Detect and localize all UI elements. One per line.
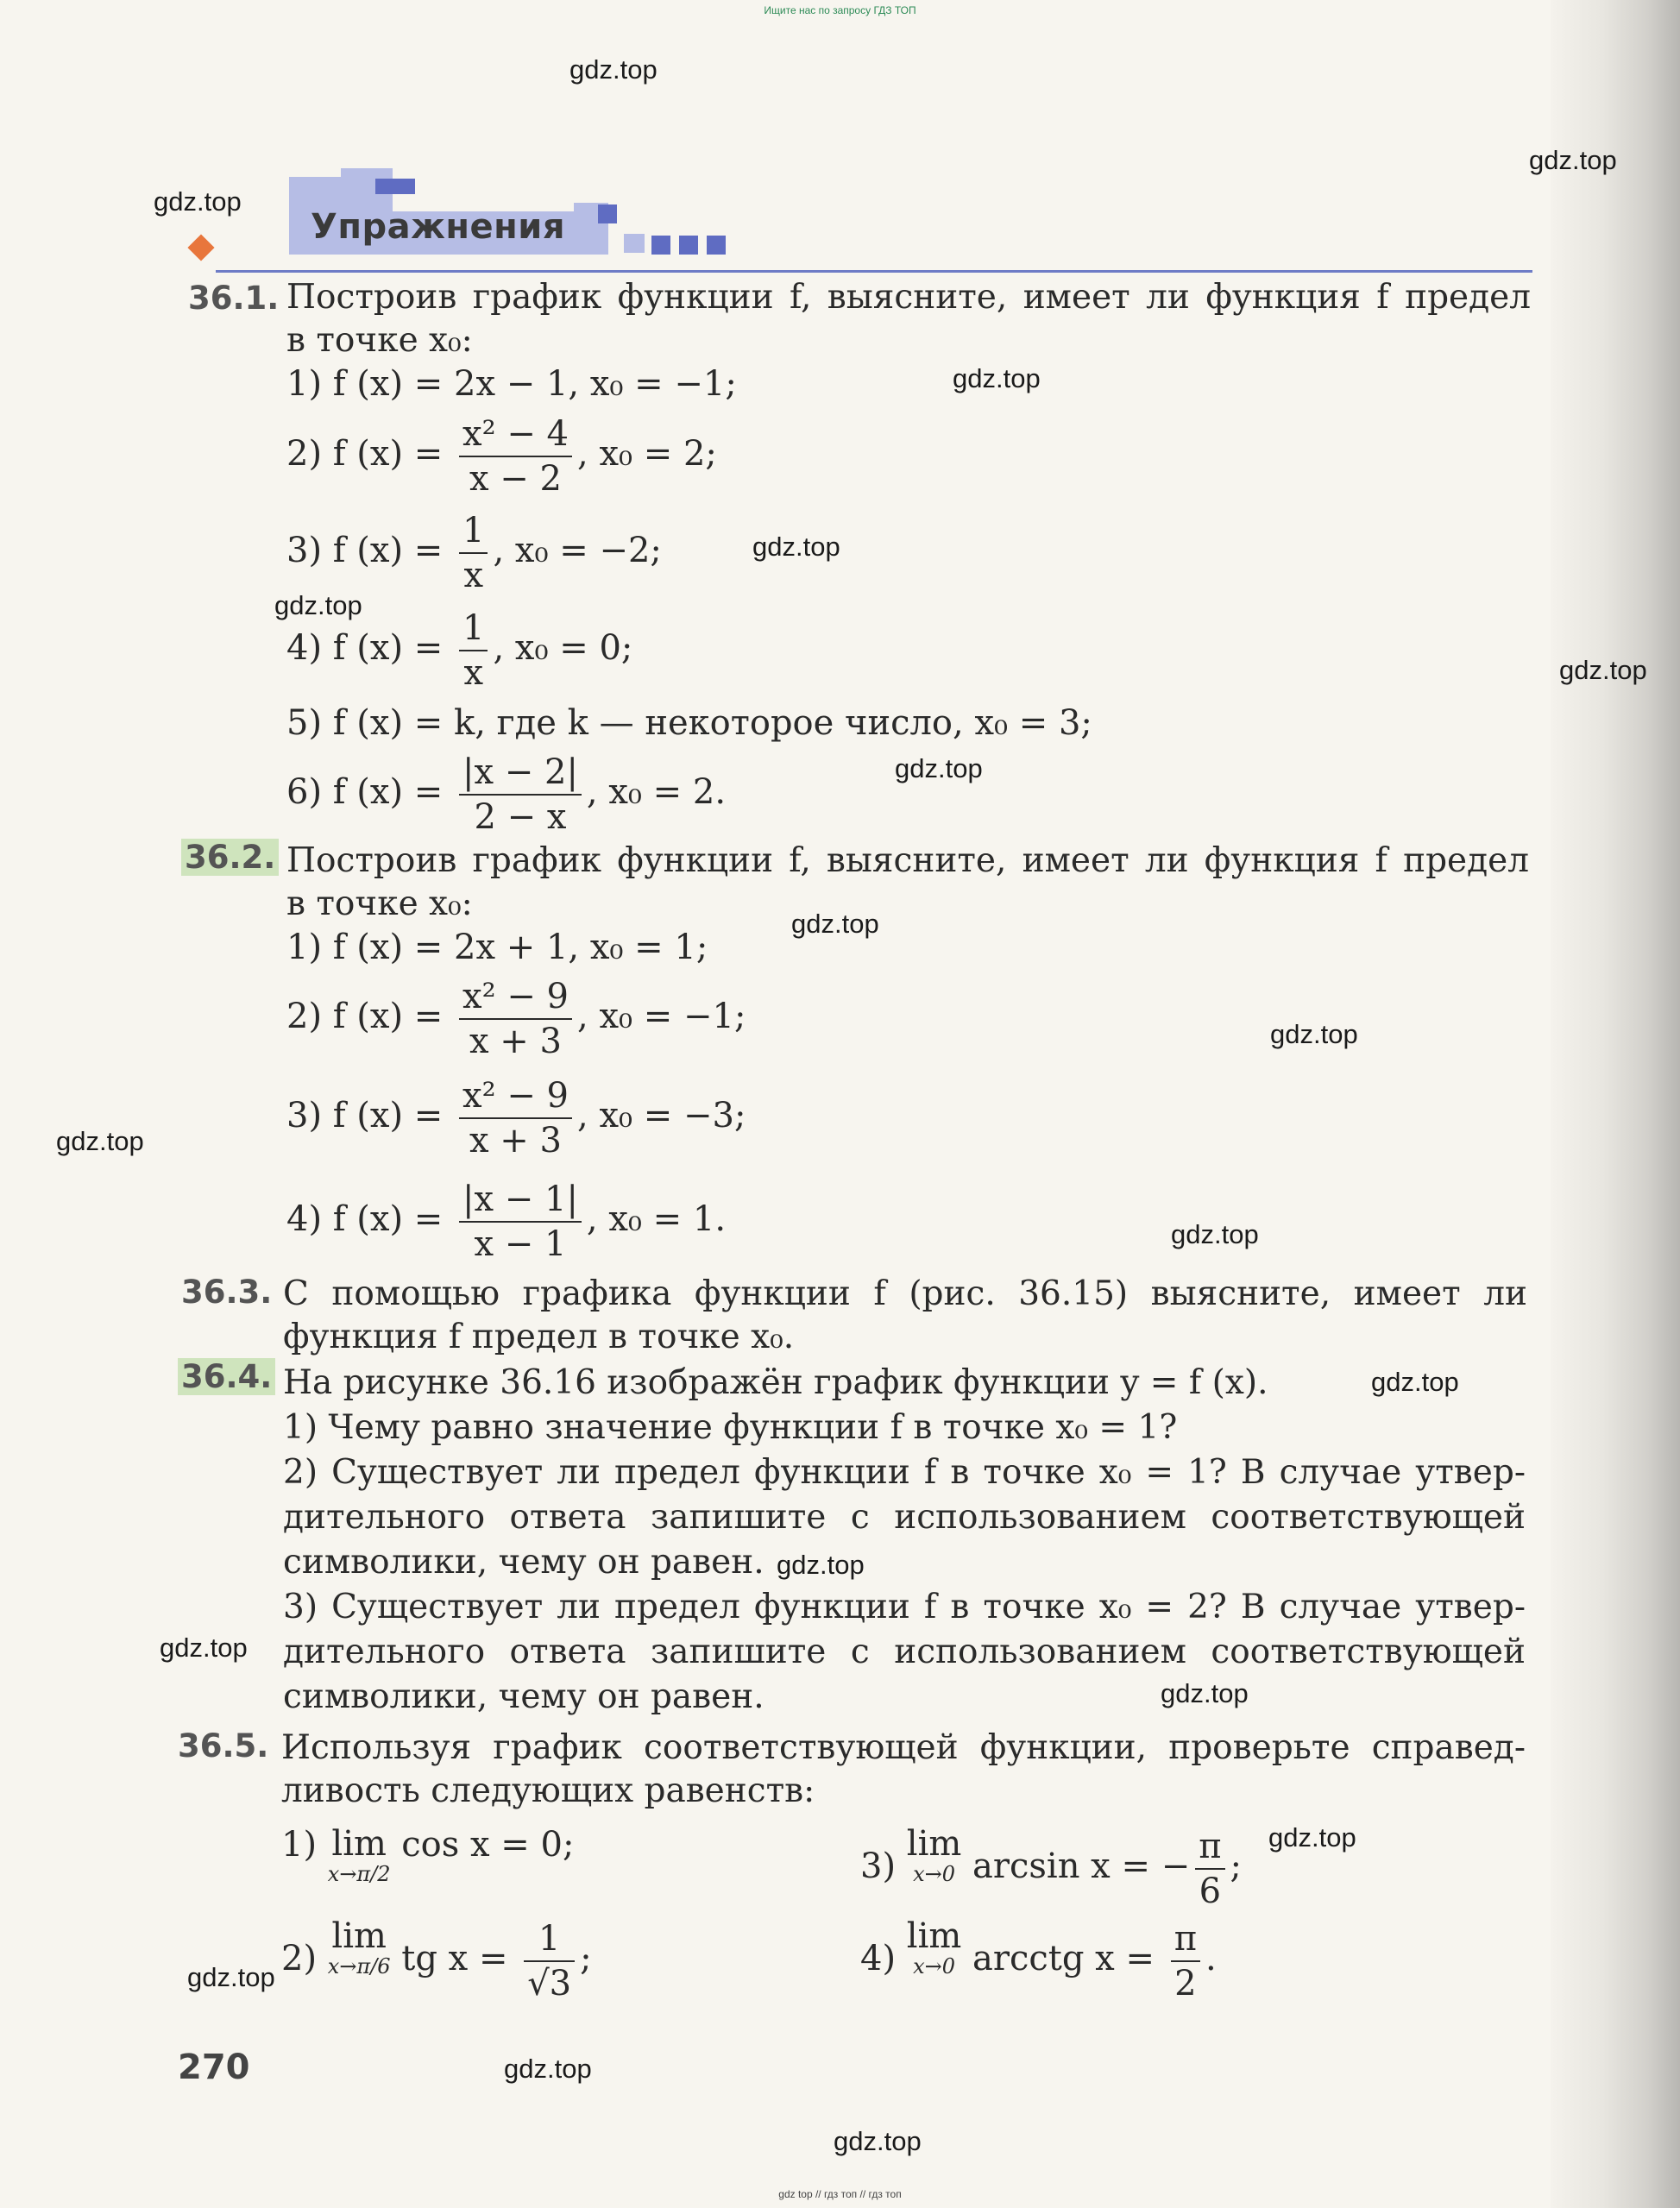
watermark: gdz.top <box>504 2054 592 2084</box>
watermark: gdz.top <box>274 590 362 620</box>
watermark: gdz.top <box>187 1962 275 1992</box>
fraction: $\frac{|x - 1|}{x - 1}$ <box>459 1178 582 1266</box>
exercise-item: 3) f (x) = $\frac{\text{x² − 9}}{x + 3}$ , x₀ = −3; <box>286 1076 746 1161</box>
exercise-text: в точке x₀: <box>286 321 473 360</box>
exercise-text: ливость следующих равенств: <box>281 1771 815 1810</box>
exercise-number: 36.3. <box>181 1274 273 1311</box>
exercise-number: 36.2. <box>181 839 279 876</box>
exercise-item: 2) f (x) = $\frac{\text{x² − 9}}{x + 3}$ , x₀ = −1; <box>286 977 746 1061</box>
bottom-note: gdz top // гдз топ // гдз топ <box>778 2188 902 2200</box>
section-title: Упражнения <box>311 207 566 247</box>
limit: lim x→0 <box>906 1824 962 1886</box>
exercise-text: На рисунке 36.16 изображён график функции y = f (x). <box>283 1363 1268 1402</box>
exercise-text: дительного ответа запишите с использованием соответствующей <box>283 1632 1526 1671</box>
watermark: gdz.top <box>1559 655 1647 685</box>
fraction: $\frac{\pi}{2}$ <box>1171 1917 1200 2005</box>
exercise-text: символики, чему он равен. <box>283 1543 764 1582</box>
exercise-item: 2) f (x) = $\frac{\text{x² − 4}}{x - 2}$ , x₀ = 2; <box>286 414 717 499</box>
fraction: $\frac{1}{√3}$ <box>524 1917 575 2005</box>
equation-item: 2) lim x→π/6 tg x = $\frac{1}{√3}$ ; <box>281 1916 592 2004</box>
fraction: $\frac{\text{x² − 9}}{x + 3}$ <box>459 1074 572 1162</box>
limit: lim x→0 <box>906 1916 962 1978</box>
exercise-number: 36.5. <box>178 1727 269 1765</box>
exercise-text: Построив график функции f, выясните, имеет ли функция f предел <box>286 278 1531 317</box>
watermark: gdz.top <box>1171 1219 1259 1249</box>
fraction: $\frac{|x - 2|}{2 - x}$ <box>459 751 582 839</box>
exercise-number: 36.1. <box>188 280 280 317</box>
watermark: gdz.top <box>569 54 658 85</box>
exercise-item: 3) f (x) = $\frac{1}{x}$ , x₀ = −2; <box>286 511 662 595</box>
exercise-text: символики, чему он равен. <box>283 1677 764 1716</box>
watermark: gdz.top <box>154 186 242 217</box>
limit: lim x→π/2 <box>327 1824 391 1886</box>
exercise-item: 6) f (x) = $\frac{|x - 2|}{2 - x}$ , x₀ = 2. <box>286 752 727 837</box>
fraction: $\frac{1}{x}$ <box>459 607 488 695</box>
fraction: $\frac{\text{x² − 9}}{x + 3}$ <box>459 975 572 1063</box>
exercise-text: 2) Существует ли предел функции f в точке x₀ = 1? В случае утвер- <box>283 1453 1526 1492</box>
exercise-text: в точке x₀: <box>286 884 473 923</box>
watermark: gdz.top <box>791 909 879 939</box>
watermark: gdz.top <box>160 1632 248 1663</box>
book-spine-shadow <box>1551 0 1680 2208</box>
exercise-item: 4) f (x) = $\frac{1}{x}$ , x₀ = 0; <box>286 608 633 693</box>
watermark: gdz.top <box>895 753 983 783</box>
exercise-item: 1) f (x) = 2x + 1, x₀ = 1; <box>286 928 708 967</box>
section-rule <box>216 270 1532 273</box>
fraction: $\frac{\pi}{6}$ <box>1195 1825 1224 1913</box>
equation-item: 1) lim x→π/2 cos x = 0; <box>281 1824 575 1886</box>
watermark: gdz.top <box>834 2126 922 2156</box>
equation-item: 3) lim x→0 arcsin x = − $\frac{\pi}{6}$ ; <box>860 1824 1242 1911</box>
watermark: gdz.top <box>1270 1019 1358 1049</box>
watermark: gdz.top <box>1371 1367 1459 1397</box>
exercise-text: Построив график функции f, выясните, имеет ли функция f предел <box>286 841 1529 880</box>
equation-item: 4) lim x→0 arcctg x = $\frac{\pi}{2}$ . <box>860 1916 1217 2004</box>
watermark: gdz.top <box>1161 1678 1249 1708</box>
orange-diamond-icon <box>187 234 214 261</box>
watermark: gdz.top <box>56 1126 144 1156</box>
page-number: 270 <box>178 2048 250 2087</box>
watermark: gdz.top <box>752 532 840 562</box>
exercise-item: 1) f (x) = 2x − 1, x₀ = −1; <box>286 364 737 404</box>
top-note: Ищите нас по запросу ГДЗ ТОП <box>764 4 916 16</box>
exercise-item: 4) f (x) = $\frac{|x - 1|}{x - 1}$ , x₀ = 1. <box>286 1179 727 1264</box>
exercise-text: Используя график соответствующей функции, проверьте справед- <box>281 1728 1526 1767</box>
fraction: $\frac{1}{x}$ <box>459 509 488 597</box>
watermark: gdz.top <box>953 363 1041 393</box>
fraction: $\frac{\text{x² − 4}}{x - 2}$ <box>459 412 572 500</box>
watermark: gdz.top <box>777 1550 865 1580</box>
exercise-number: 36.4. <box>178 1358 275 1395</box>
exercise-text: функция f предел в точке x₀. <box>283 1318 795 1356</box>
exercise-text: 1) Чему равно значение функции f в точке x₀ = 1? <box>283 1408 1178 1447</box>
watermark: gdz.top <box>1268 1822 1356 1853</box>
exercise-text: С помощью графика функции f (рис. 36.15) выясните, имеет ли <box>283 1274 1527 1313</box>
exercise-item: 5) f (x) = k, где k — некоторое число, x₀ = 3; <box>286 703 1092 743</box>
exercise-text: дительного ответа запишите с использованием соответствующей <box>283 1498 1526 1537</box>
limit: lim x→π/6 <box>327 1916 391 1978</box>
watermark: gdz.top <box>1529 145 1617 175</box>
exercise-text: 3) Существует ли предел функции f в точке x₀ = 2? В случае утвер- <box>283 1588 1526 1626</box>
